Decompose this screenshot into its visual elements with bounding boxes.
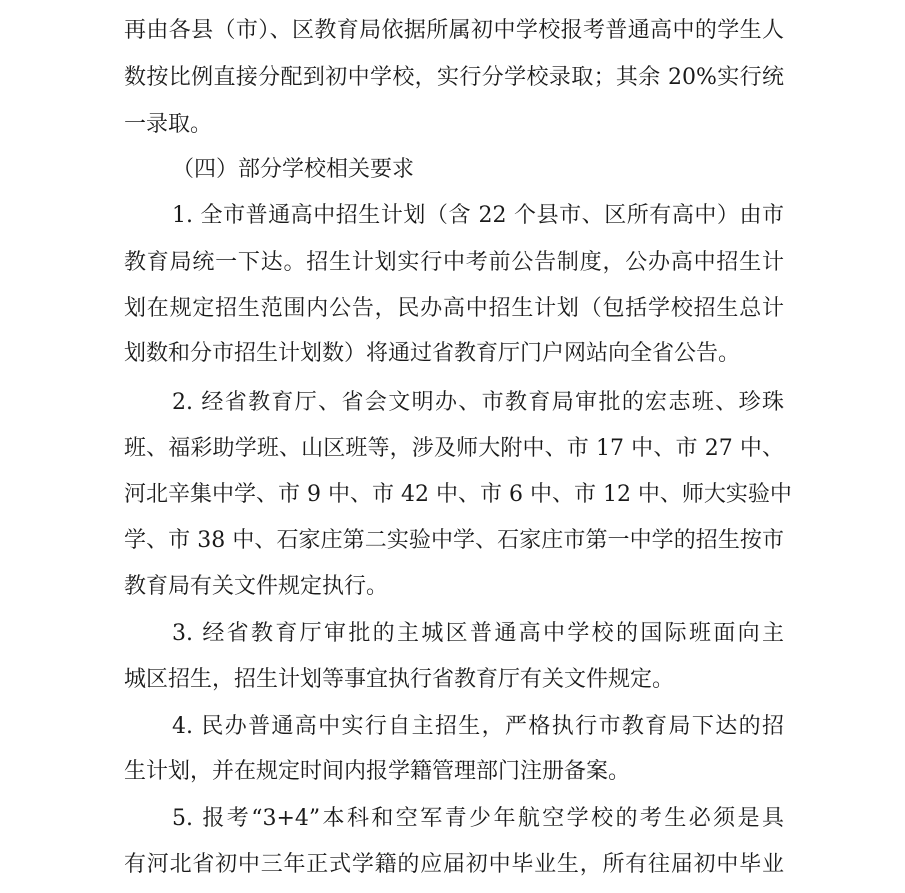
paragraph-line: 1. 全市普通高中招生计划（含 22 个县市、区所有高中）由市	[172, 203, 784, 228]
paragraph-line: 教育局统一下达。招生计划实行中考前公告制度，公办高中招生计	[124, 250, 784, 275]
paragraph-line: 划数和分市招生计划数）将通过省教育厅门户网站向全省公告。	[124, 341, 741, 366]
paragraph-line: 3. 经省教育厅审批的主城区普通高中学校的国际班面向主	[172, 621, 784, 646]
paragraph-line: 划在规定招生范围内公告，民办高中招生计划（包括学校招生总计	[124, 296, 784, 321]
paragraph-line: 数按比例直接分配到初中学校，实行分学校录取；其余 20%实行统	[124, 65, 784, 90]
paragraph-line: 班、福彩助学班、山区班等，涉及师大附中、市 17 中、市 27 中、	[124, 436, 784, 461]
section-heading: （四）部分学校相关要求	[172, 157, 415, 182]
paragraph-line: 学、市 38 中、石家庄第二实验中学、石家庄市第一中学的招生按市	[124, 528, 784, 553]
paragraph-line: 一录取。	[124, 112, 213, 137]
paragraph-line: 再由各县（市）、区教育局依据所属初中学校报考普通高中的学生人	[124, 18, 784, 43]
paragraph-line: 城区招生，招生计划等事宜执行省教育厅有关文件规定。	[124, 667, 675, 692]
paragraph-line: 4. 民办普通高中实行自主招生，严格执行市教育局下达的招	[172, 714, 784, 739]
paragraph-line: 教育局有关文件规定执行。	[124, 574, 389, 599]
paragraph-line: 生计划，并在规定时间内报学籍管理部门注册备案。	[124, 759, 631, 784]
paragraph-line: 2. 经省教育厅、省会文明办、市教育局审批的宏志班、珍珠	[172, 390, 784, 415]
paragraph-line: 5. 报考“3+4”本科和空军青少年航空学校的考生必须是具	[172, 806, 784, 831]
paragraph-line: 有河北省初中三年正式学籍的应届初中毕业生，所有往届初中毕业	[124, 852, 784, 877]
paragraph-line: 河北辛集中学、市 9 中、市 42 中、市 6 中、市 12 中、师大实验中	[124, 482, 792, 507]
